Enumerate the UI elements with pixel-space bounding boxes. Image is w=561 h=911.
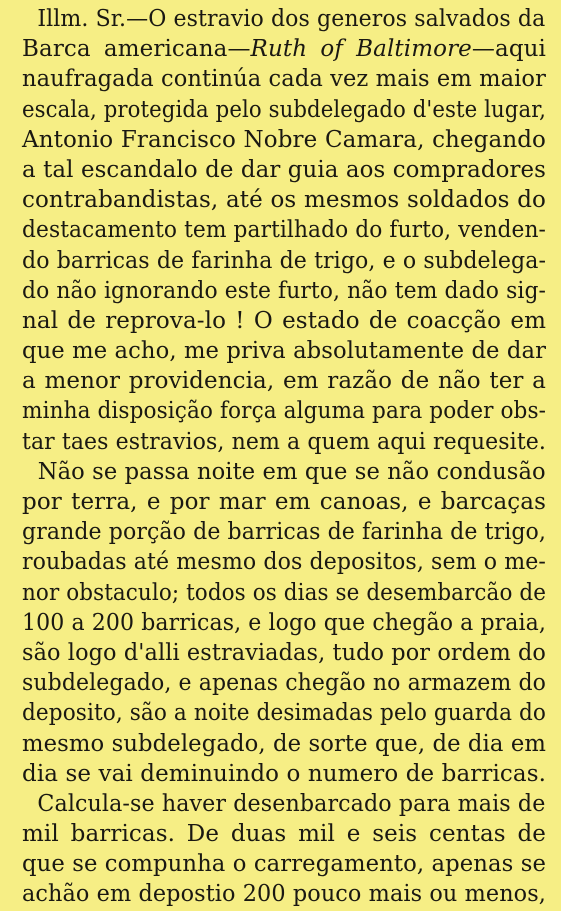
ship-name: Ruth of Baltimore [250,36,472,63]
text-line-22: são logo d'alli estraviadas, tudo por ordem do [22,639,546,666]
text-line-11: nal de reprova-lo ! O estado de coacção em [22,307,546,334]
text-line-14: minha disposição força alguma para poder obs- [22,398,547,425]
text-line-1: Illm. Sr.—O estravio dos generos salvados da [37,6,546,32]
text-line-13: a menor providencia, em razão de não ter a [22,368,546,395]
text-line-9: do barricas de farinha de trigo, e o subdelega- [22,247,547,274]
text-line-18: grande porção de barricas de farinha de trigo, [22,519,547,546]
text-line-29: que se compunha o carregamento, apenas se [22,851,546,878]
text-line-10: do não ignorando este furto, não tem dado sig- [22,277,547,304]
text-line-17: por terra, e por mar em canoas, e barcaças [22,489,546,515]
text-line-3: naufragada continúa cada vez mais em maior [22,66,546,93]
text-line-2-start: Barca americana— [22,36,251,63]
text-line-28: mil barricas. De duas mil e seis centas de [22,821,546,848]
text-line-26: dia se vai deminuindo o numero de barricas. [22,760,547,787]
text-line-27: Calcula-se haver desenbarcado para mais de [37,790,546,817]
text-line-20: nor obstaculo; todos os dias se desembarcão de [22,579,547,606]
text-line-23: subdelegado, e apenas chegão no armazem do [22,670,547,697]
text-line-4: escala, protegida pelo subdelegado d'este lugar, [22,96,546,123]
text-line-8: destacamento tem partilhado do furto, venden- [22,217,546,244]
text-line-5: Antonio Francisco Nobre Camara, chegando [22,126,546,153]
text-line-7: contrabandistas, até os mesmos soldados do [22,187,546,214]
article-column [22,4,546,910]
text-line-19: roubadas até mesmo dos depositos, sem o me- [22,549,546,576]
text-line-2 [22,34,546,64]
text-line-25: mesmo subdelegado, de sorte que, de dia em [22,730,546,757]
text-line-16: Não se passa noite em que se não condusão [37,458,546,485]
text-line-15: tar taes estravios, nem a quem aqui requesite. [22,428,546,455]
text-line-12: que me acho, me priva absolutamente de dar [22,338,547,365]
text-line-2-end: —aqui [471,36,547,63]
text-line-21: 100 a 200 barricas, e logo que chegão a praia, [22,609,547,636]
text-line-24: deposito, são a noite desimadas pelo guarda do [22,700,547,727]
text-line-30: achão em depostio 200 pouco mais ou menos, [22,881,546,908]
text-line-6: a tal escandalo de dar guia aos compradores [22,156,547,183]
